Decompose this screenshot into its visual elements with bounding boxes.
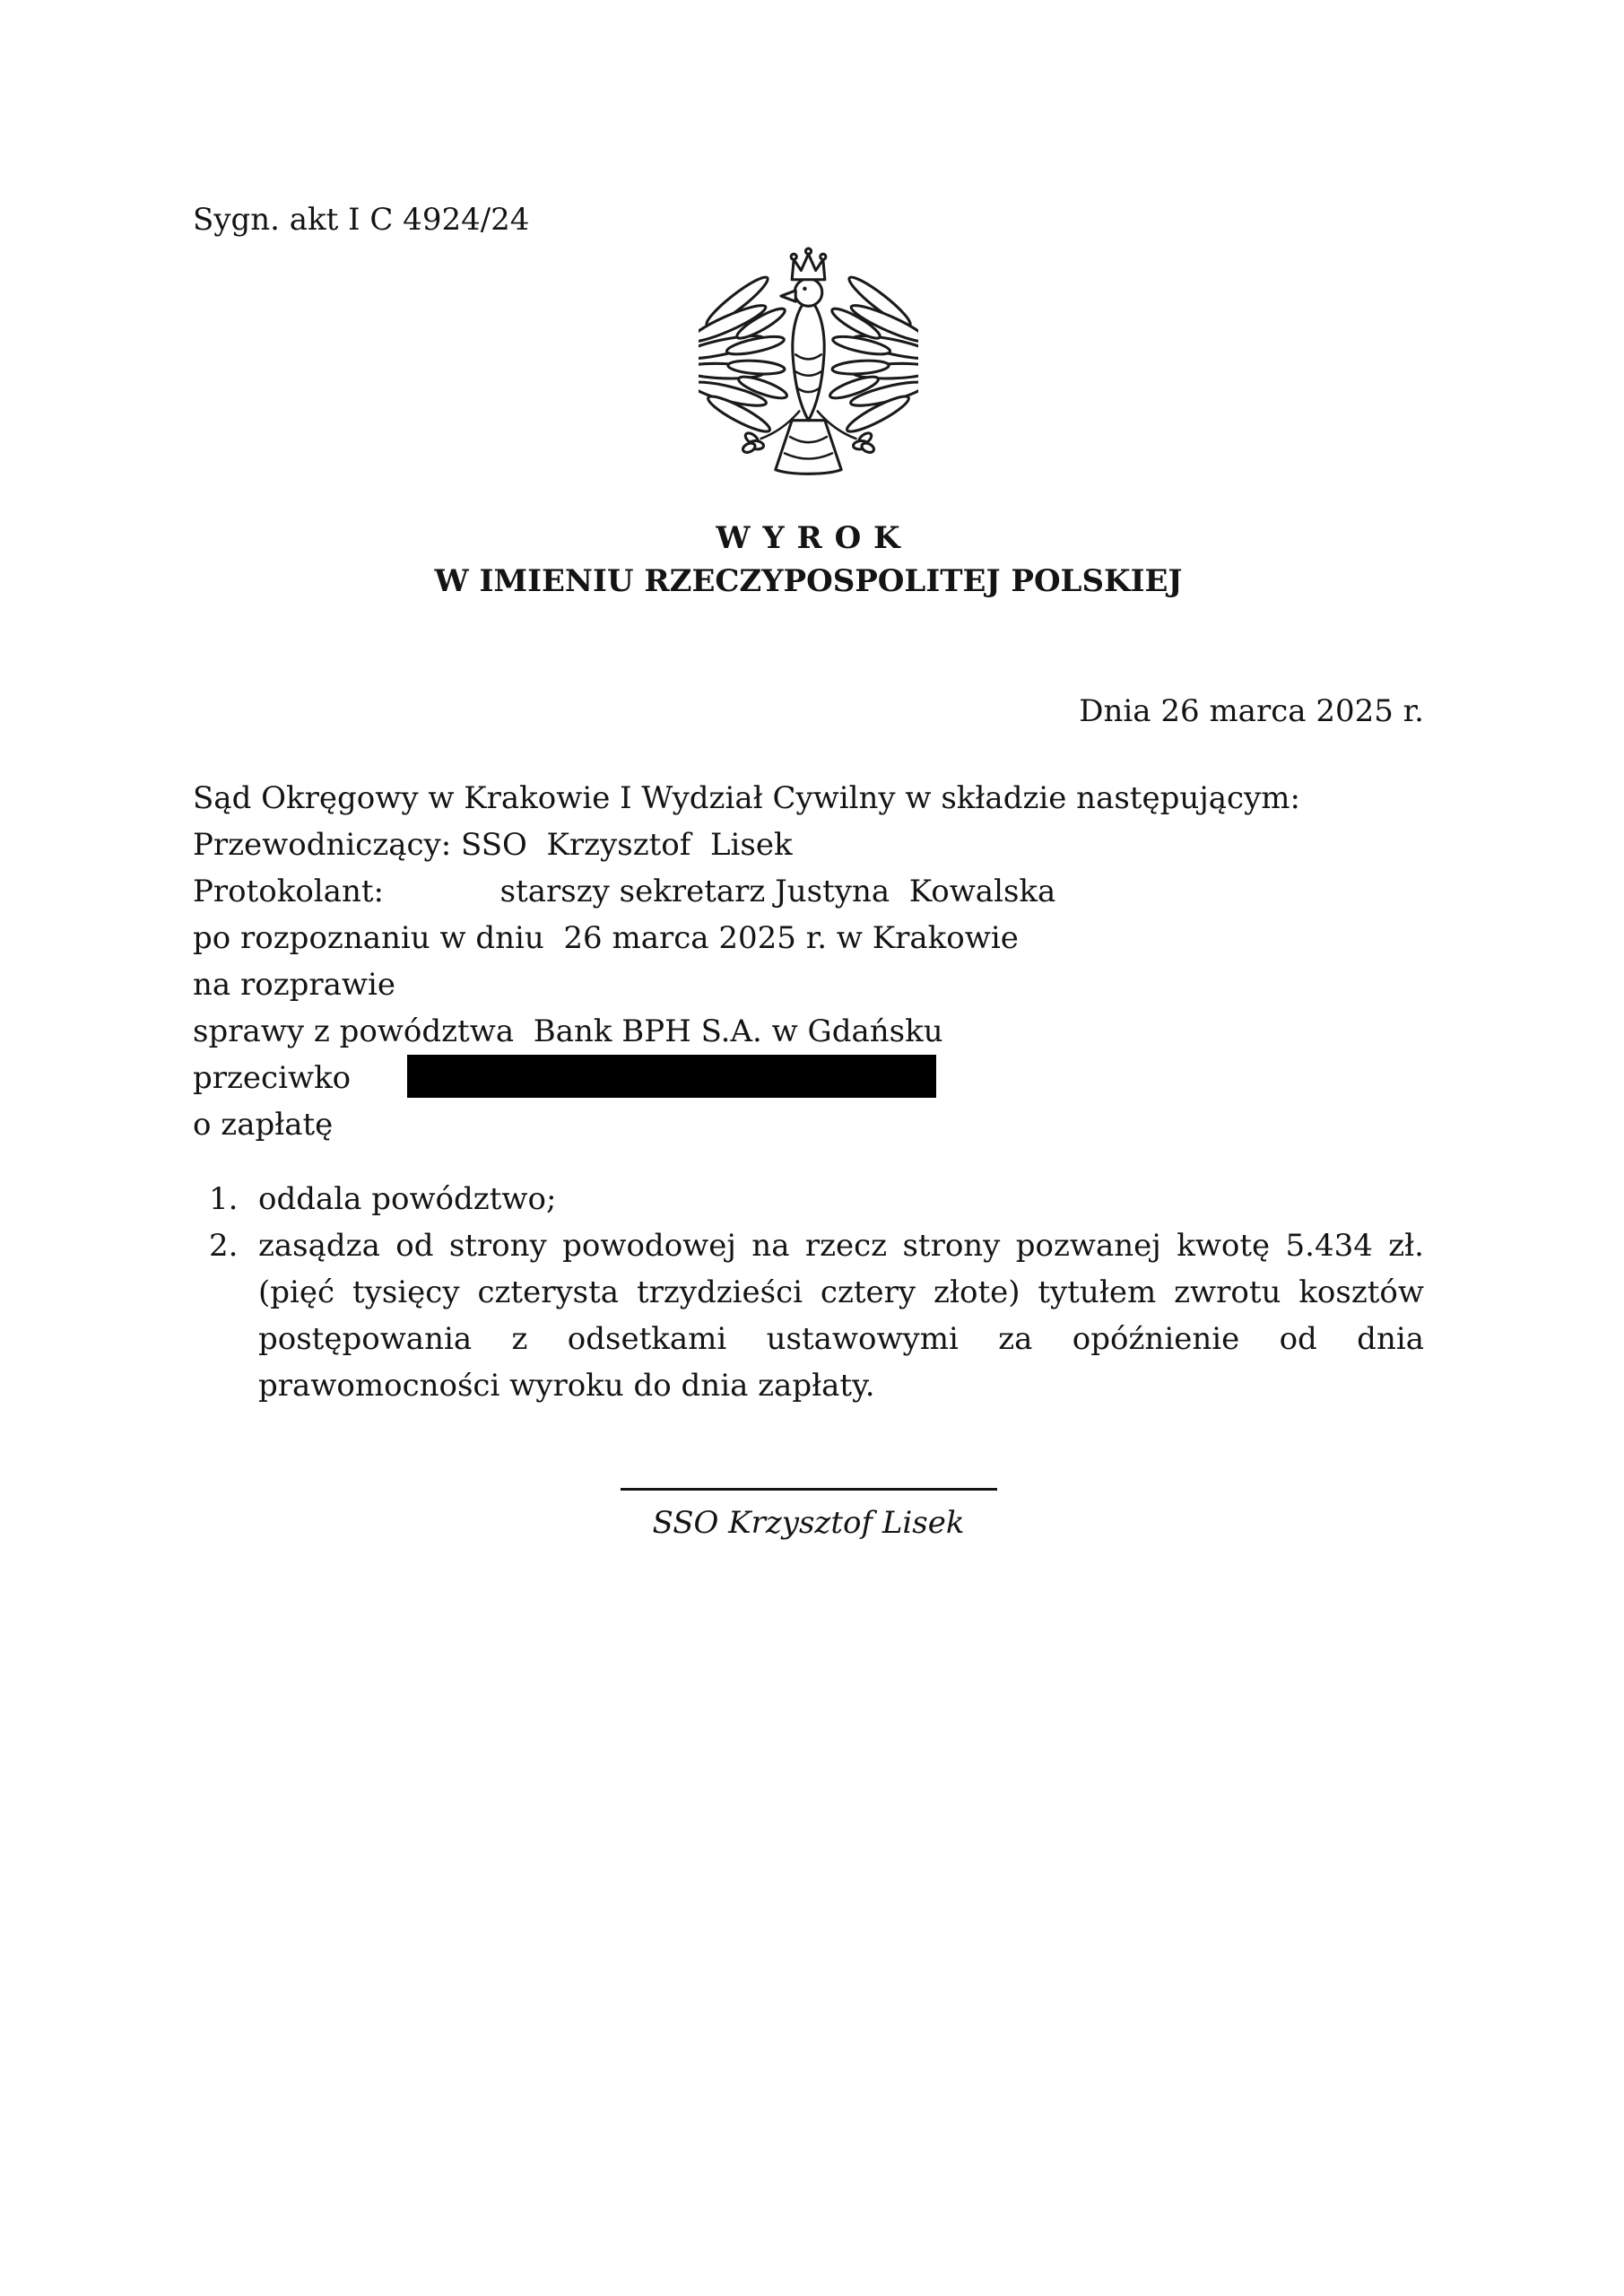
signature-block bbox=[193, 1488, 1424, 1546]
ruling-text bbox=[258, 1176, 1424, 1222]
ruling-text-line: oddala powództwo; bbox=[258, 1181, 557, 1217]
ruling-number: 2. bbox=[209, 1228, 239, 1264]
judgment-subtitle: W IMIENIU RZECZYPOSPOLITEJ POLSKIEJ bbox=[434, 563, 1183, 599]
ruling-text-line: zasądza od strony powodowej na rzecz strony pozwanej kwotę 5.434 zł. bbox=[258, 1228, 1424, 1264]
rulings-list bbox=[209, 1176, 1424, 1409]
composition-line-hearing-date: po rozpoznaniu w dniu 26 marca 2025 r. w Krakowie bbox=[193, 920, 1019, 956]
composition-line-plaintiff: sprawy z powództwa Bank BPH S.A. w Gdańsku bbox=[193, 1013, 943, 1049]
ruling-text bbox=[258, 1222, 1424, 1409]
court-composition bbox=[193, 775, 1424, 1148]
ruling-item-1 bbox=[209, 1176, 1424, 1222]
ruling-item-2 bbox=[209, 1222, 1424, 1409]
composition-line-presiding-judge: Przewodniczący: SSO Krzysztof Lisek bbox=[193, 827, 793, 863]
ruling-text-line: prawomocności wyroku do dnia zapłaty. bbox=[258, 1368, 875, 1404]
polish-eagle-emblem bbox=[193, 245, 1424, 483]
judgment-title: W Y R O K bbox=[716, 520, 901, 556]
case-number: Sygn. akt I C 4924/24 bbox=[193, 202, 530, 238]
ruling-number: 1. bbox=[209, 1181, 239, 1217]
case-subject: o zapłatę bbox=[193, 1107, 334, 1143]
defendant-prefix: przeciwko bbox=[193, 1060, 352, 1096]
judgment-date: Dnia 26 marca 2025 r. bbox=[1079, 693, 1424, 729]
signature-line bbox=[621, 1488, 997, 1491]
composition-line-court: Sąd Okręgowy w Krakowie I Wydział Cywilny w składzie następującym: bbox=[193, 780, 1300, 816]
composition-line-clerk: Protokolant: starszy sekretarz Justyna Kowalska bbox=[193, 874, 1056, 909]
ruling-text-line: (pięć tysięcy czterysta trzydzieści cztery złote) tytułem zwrotu kosztów bbox=[258, 1274, 1424, 1310]
composition-line-hearing-type: na rozprawie bbox=[193, 967, 395, 1003]
ruling-text-line: postępowania z odsetkami ustawowymi za opóźnienie od dnia bbox=[258, 1321, 1424, 1357]
redacted-defendant-name bbox=[407, 1055, 936, 1098]
defendant-line bbox=[193, 1055, 1424, 1101]
title-block bbox=[193, 517, 1424, 603]
judge-signature-name: SSO Krzysztof Lisek bbox=[652, 1505, 965, 1541]
